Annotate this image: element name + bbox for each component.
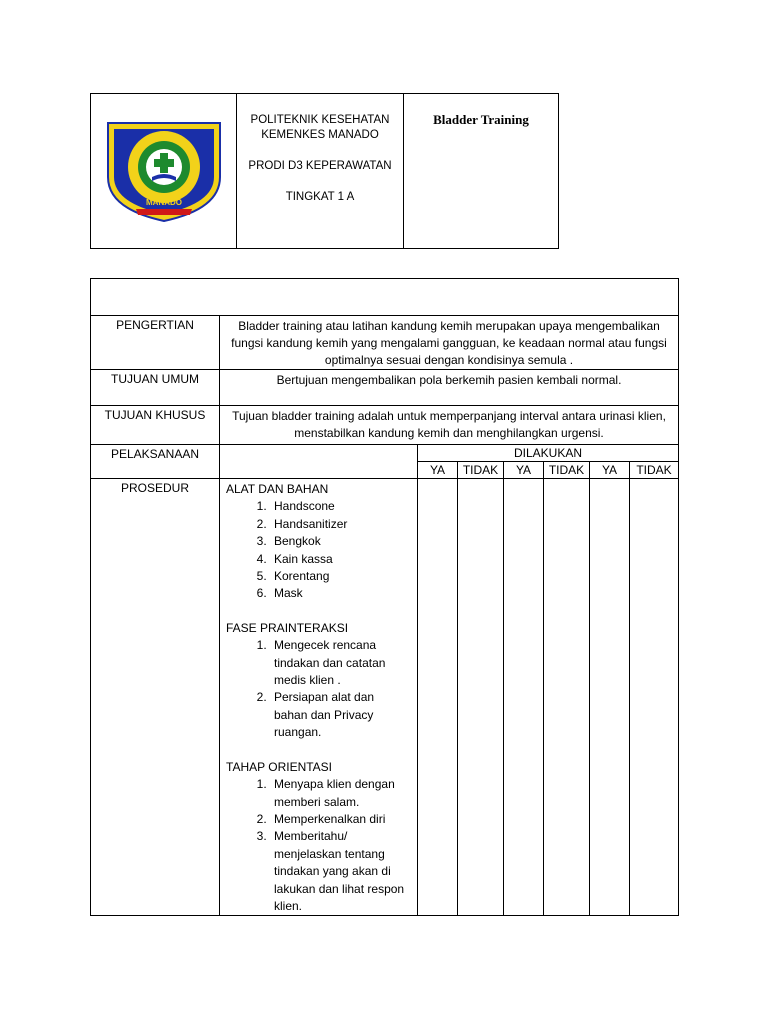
- check-cell[interactable]: [544, 479, 590, 916]
- pelaksanaan-label: PELAKSANAAN: [91, 445, 220, 479]
- pengertian-text: Bladder training atau latihan kandung kemih merupakan upaya mengembalikan fungsi kandung kemih yang mengalami gangguan, ke keadaan normal atau fungsi optimalnya sesuai dengan kondisinya semula .: [220, 316, 679, 370]
- list-item: 2. Persiapan alat dan bahan dan Privacy ruangan.: [270, 689, 390, 741]
- check-header-tidak: TIDAK: [630, 462, 679, 479]
- institution-line1: POLITEKNIK KESEHATAN: [250, 114, 390, 126]
- list-item: 3. Memberitahu/ menjelaskan tentang tindakan yang akan di lakukan dan lihat respon klien.: [270, 828, 410, 915]
- list-item: 1. Menyapa klien dengan memberi salam.: [270, 776, 410, 811]
- list-item: 4. Kain kassa: [270, 551, 413, 568]
- sop-table: [90, 278, 679, 916]
- alat-list: [226, 498, 413, 602]
- list-item: 3. Bengkok: [270, 533, 413, 550]
- prosedur-label: PROSEDUR: [91, 479, 220, 916]
- header-table: [90, 93, 559, 249]
- check-cell[interactable]: [458, 479, 504, 916]
- tujuan-khusus-row: [91, 406, 679, 445]
- list-item: 6. Mask: [270, 585, 413, 602]
- prainteraksi-list: [226, 637, 390, 741]
- check-cell[interactable]: [590, 479, 630, 916]
- list-item: 5. Korentang: [270, 568, 413, 585]
- institution-cell: [237, 94, 404, 248]
- doc-title: Bladder Training: [433, 112, 529, 127]
- tujuan-umum-label: TUJUAN UMUM: [91, 370, 220, 406]
- check-header-tidak: TIDAK: [458, 462, 504, 479]
- pelaksanaan-row: [91, 445, 679, 462]
- orientasi-heading: TAHAP ORIENTASI: [226, 759, 333, 774]
- check-header-tidak: TIDAK: [544, 462, 590, 479]
- tujuan-umum-row: [91, 370, 679, 406]
- list-item: 1. Mengecek rencana tindakan dan catatan medis klien .: [270, 637, 390, 689]
- prosedur-row: [91, 479, 679, 916]
- list-item: 2. Handsanitizer: [270, 516, 413, 533]
- check-header-ya: YA: [590, 462, 630, 479]
- tujuan-umum-text: Bertujuan mengembalikan pola berkemih pasien kembali normal.: [220, 370, 679, 406]
- institution-logo: [102, 117, 226, 225]
- procedure-content: [220, 479, 418, 916]
- program-name: PRODI D3 KEPERAWATAN: [248, 160, 392, 172]
- check-cell[interactable]: [504, 479, 544, 916]
- dilakukan-label: DILAKUKAN: [418, 445, 679, 462]
- pelaksanaan-blank: [220, 445, 418, 479]
- orientasi-list: [226, 776, 410, 915]
- list-item: 1. Handscone: [270, 498, 413, 515]
- list-item: 2. Memperkenalkan diri: [270, 811, 410, 828]
- institution-line2: KEMENKES MANADO: [261, 129, 379, 141]
- logo-text-bottom: MANADO: [145, 198, 182, 207]
- prainteraksi-heading: FASE PRAINTERAKSI: [226, 620, 349, 635]
- check-header-ya: YA: [418, 462, 458, 479]
- check-cell[interactable]: [630, 479, 679, 916]
- tujuan-khusus-label: TUJUAN KHUSUS: [91, 406, 220, 445]
- blank-title-row: [91, 279, 679, 316]
- check-cell[interactable]: [418, 479, 458, 916]
- pengertian-label: PENGERTIAN: [91, 316, 220, 370]
- alat-heading: ALAT DAN BAHAN: [226, 482, 329, 496]
- check-header-ya: YA: [504, 462, 544, 479]
- pengertian-row: [91, 316, 679, 370]
- tujuan-khusus-text: Tujuan bladder training adalah untuk memperpanjang interval antara urinasi klien, menstabilkan kandung kemih dan menghilangkan urgensi.: [220, 406, 679, 445]
- logo-cell: [91, 94, 237, 248]
- level-name: TINGKAT 1 A: [285, 191, 355, 203]
